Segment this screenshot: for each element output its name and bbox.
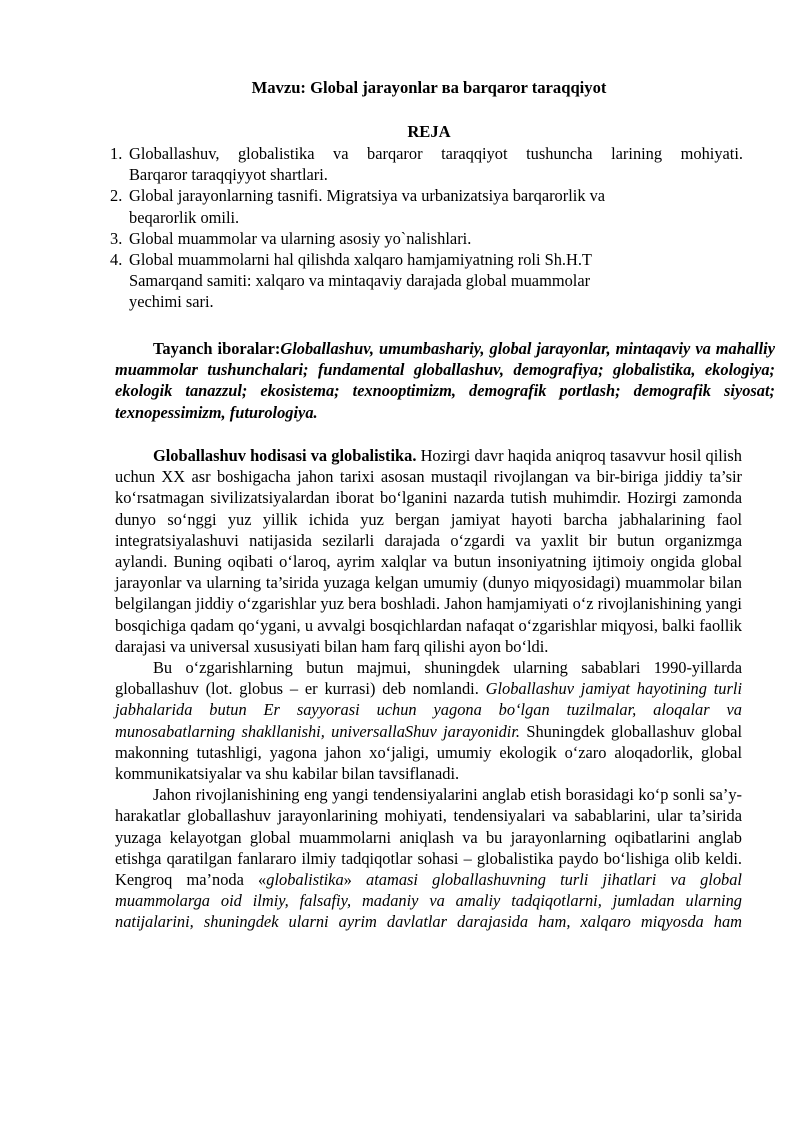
plan-item-line: beqarorlik omili.	[129, 207, 240, 227]
paragraph-globalization	[115, 445, 742, 657]
plan-item-line: Samarqand samiti: xalqaro va mintaqaviy darajada global muammolar	[129, 271, 591, 291]
keywords-label: Tayanch iboralar	[153, 339, 275, 358]
plan-item-line: yechimi sari.	[129, 292, 214, 312]
plan-item-number: 1.	[110, 144, 123, 163]
plan-item-number: 3.	[110, 228, 123, 248]
document-title: Mavzu: Global jarayonlar ва barqaror taraqqiyot	[251, 78, 607, 97]
paragraph-text: Hozirgi davr haqida aniqroq tasavvur hosil qilish uchun XX asr boshigacha jahon tarixi asosan mustaqil rivojlangan va bir-biriga jiddiy ta’sir ko‘rsatmagan sivilizatsiyalardan iborat bo‘lganini nazarda tutish muhimdir. Hozirgi zamonda dunyo so‘nggi yuz yillik ichida yuz bergan jamiyat hayoti barcha jabhalarining faol integratsiyalashuvi natijasida sezilarli darajada o‘zgardi va yaxlit bir butun organizmga aylandi. Buning oqibati o‘laroq, ayrim xalqlar va butun insoniyatning ijtimoiy ongida global jarayonlar va ularning ta’sirida yuzaga kelgan umumiy (dunyo miqyosidagi) muammolar bilan belgilangan jiddiy o‘zgarishlar yuz bera boshladi. Jahon hamjamiyati o‘z rivojlanishining yangi bosqichiga qadam qo‘ygani, u avvalgi bosqichlardan nafaqat o‘zgarishlar miqyosi, balki faollik darajasi va universal xususiyati bilan ham farq qilishi ayon bo‘ldi.	[115, 446, 742, 656]
paragraph-text: Jahon rivojlanishining eng yangi tendensiyalarini anglab etish borasidagi ko‘p sonli sa’y-harakatlar globallashuv jarayonlarining mohiyati, tendensiyalari va sabablarini, ular ta’sirida yuzaga kelayotgan global muammolarni aniqlash va bu jarayonlarning oqibatlarini anglab etishga qaratilgan fanlararo ilmiy tadqiqotlar sohasi – globalistika paydo bo‘lishiga olib keldi. Kengroq ma’noda «	[115, 785, 742, 890]
plan-item-number: 4.	[110, 250, 123, 270]
section-heading: Globallashuv hodisasi va globalistika.	[153, 446, 417, 465]
plan-item-line: Barqaror taraqqiyyot shartlari.	[129, 165, 328, 185]
paragraph-definition	[115, 657, 742, 784]
body-text	[115, 445, 742, 933]
paragraph-globalistics	[115, 784, 742, 932]
paragraph-text: Shuningdek globallashuv global makonning tutashligi, yagona jahon xo‘jaligi, umumiy ekologik o‘zaro aloqadorlik, global kommunikatsiyalar va shu kabilar bilan tavsiflanadi.	[115, 721, 742, 784]
plan-heading: REJA	[407, 122, 451, 141]
keywords-paragraph	[115, 338, 775, 423]
keywords-colon: :	[274, 339, 281, 358]
plan-item	[0, 143, 800, 185]
plan-item	[0, 185, 800, 227]
paragraph-text: »	[343, 870, 367, 890]
plan-item-line: Global jarayonlarning tasnifi. Migratsiya va urbanizatsiya barqarorlik va	[129, 186, 606, 206]
plan-item-line: Global muammolar va ularning asosiy yo`nalishlari.	[129, 228, 472, 248]
definition-italic: Globallashuv jamiyat hayotining turli jabhalarida butun Er sayyorasi uchun yagona bo‘lgan tuzilmalar, aloqalar va munosabatlarning shakllanishi, universallaShuv jarayonidir.	[115, 679, 742, 741]
plan-item	[0, 249, 800, 313]
plan-item	[0, 228, 800, 249]
plan-item-number: 2.	[110, 186, 123, 206]
keywords-text: Globallashuv, umumbashariy, global jarayonlar, mintaqaviy va mahalliy muammolar tushunchalari; fundamental globallashuv, demografiya; globalistika, ekologiya; ekologik tanazzul; ekosistema; texnooptimizm, demografik portlash; demografik siyosat; texnopessimizm, futurologiya.	[115, 339, 775, 422]
plan-item-line: Global muammolarni hal qilishda xalqaro hamjamiyatning roli Sh.H.T	[129, 250, 592, 270]
term-italic: globalistika	[266, 870, 344, 890]
plan-list	[0, 143, 800, 313]
definition-italic: atamasi globallashuvning turli jihatlari va global muammolarga oid ilmiy, falsafiy, madaniy va amaliy tadqiqotlarni, jumladan ularning natijalarini, shuningdek ularni ayrim davlatlar darajasida ham, xalqaro miqyosda ham	[115, 870, 742, 932]
plan-item-line: Globallashuv, globalistika va barqaror taraqqiyot tushuncha larining mohiyati.	[129, 144, 743, 163]
paragraph-text: Bu o‘zgarishlarning butun majmui, shuningdek ularning sabablari 1990-yillarda globallashuv (lot. globus – er kurrasi) deb nomlandi.	[115, 658, 742, 699]
